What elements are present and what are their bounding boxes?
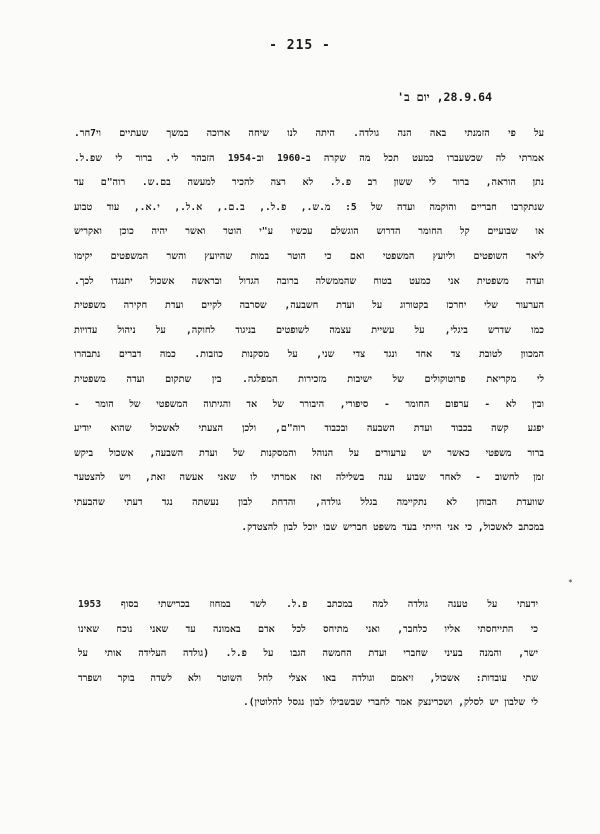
text-line: שנתקרבו חבריים והוקמה ועדה של 5: מ.ש., פ.ל., ב.ם., א.ל., י.א., עוד טבוע [74,201,544,213]
text-line: הערעור שלי יחרכז בקטורוג על ועדת חשבעה, שסרבה לקיים ועדת חקירה משפטית [74,300,544,312]
text-line: לי שלבון יש לסלק, ושכרינצק אמר לחברי שבשבילו לבון נגסל להלוטין). [242,697,538,709]
text-line: נתן הוראה, ברור לי ששון רב פ.ל. לא רצה להכיר למעשה בם.ש. רוה"ם עד [74,177,544,189]
text-line: ליאר השופטים וליועץ המשפטי ואם כי הוטר במות שהיועץ והשר המשפטים יקימו [74,250,544,262]
page-number: - 215 - [269,38,331,53]
text-line: לי מקריאת פרוטוקולים של ישיבות מזכירות המפלגה. בין שתקום ועדה משפטית [74,373,544,385]
text-line: שתי עובדות: אשכול, זיאמם וגולדה באו אצלי לחל השוטר ולא לשדה בוקר ושפרד [78,672,538,684]
text-line: ידעתי על טענה גולדה למה במכתב פ.ל. לשר במחוז בכרישתי בסוף 1953 [78,599,538,610]
text-line: או שבועיים קל החומר הדרוש הוגשלם עכשיו ע"י הוטר ואשר יהיה כוכן ואקריש [74,226,544,238]
text-line: כמו שדרש ביגלי, על עשיית עצמה לשופטים בניגוד לחוקה, על ניהול עדויות [74,324,544,336]
text-line: ובין לא - ערפום החומר - סיפורי, היבורר של אד והגיתוה המשפטי של הומר - [74,398,544,410]
text-line: ברור משפטי כאשר יש ערעורים על הנוהל והמסקנות של ועדת השבעה, אשכול ביקש [74,447,544,459]
text-line: על פי הזמנתי באה הנה גולדה. היתה לנו שיחה ארוכה במשך שעתיים וי7חר. [74,128,544,139]
diary-paragraph-2 [78,593,538,716]
text-line: כי התייחסתי אליו כלחבר, ואני מתיחס לכל אדם באמונה עד שאני נוכח שאינו [78,623,538,635]
text-line: במכתב לאשכול, כי אני הייתי בעד משפט חבריש שבו יוכל לבון להצטדק. [241,521,544,533]
text-line: זמן לחשוב - לאחר שבוע ענה בשלילה ואז אמרתי לו שאני אעשה זאת, ויש להצטער [74,472,544,484]
text-line: יפגע קשה בכבוד ועדת השבעה ובכבוד רוה"ם, ולכן הצעתי לאשכול שהוא יודיע [74,423,544,435]
diary-paragraph-1 [74,122,544,540]
margin-mark: * [568,578,573,587]
text-line: שוועדת הבוחן לא נתקיימה בגלל גולדה, והדחת לבון נעשתה נגד דעתי שהבעתי [74,496,544,508]
date-line: 28.9.64, יום ב' [397,90,492,104]
text-line: המכוון לטובת צד אחד ונגד צדי שני, על מסקנות כוזבות. כמה דברים נתבהרו [74,349,544,361]
text-line: ועדה משפטית אני כמעט בטוח שהממשלה ברובה הגדול ובראשה אשכול יתנגדו לכך. [74,275,544,287]
text-line: ישר, והמנה בעיני שחברי ועדת החמשה הגבו על פ.ל. (גולדה העלידה אותי על [78,648,538,660]
text-line: אמרתי לה שכשעברו כמעט תכל מה שקרה ב-1960 וב-1954 הזבהר לי. ברור לי שפ.ל. [74,152,544,164]
